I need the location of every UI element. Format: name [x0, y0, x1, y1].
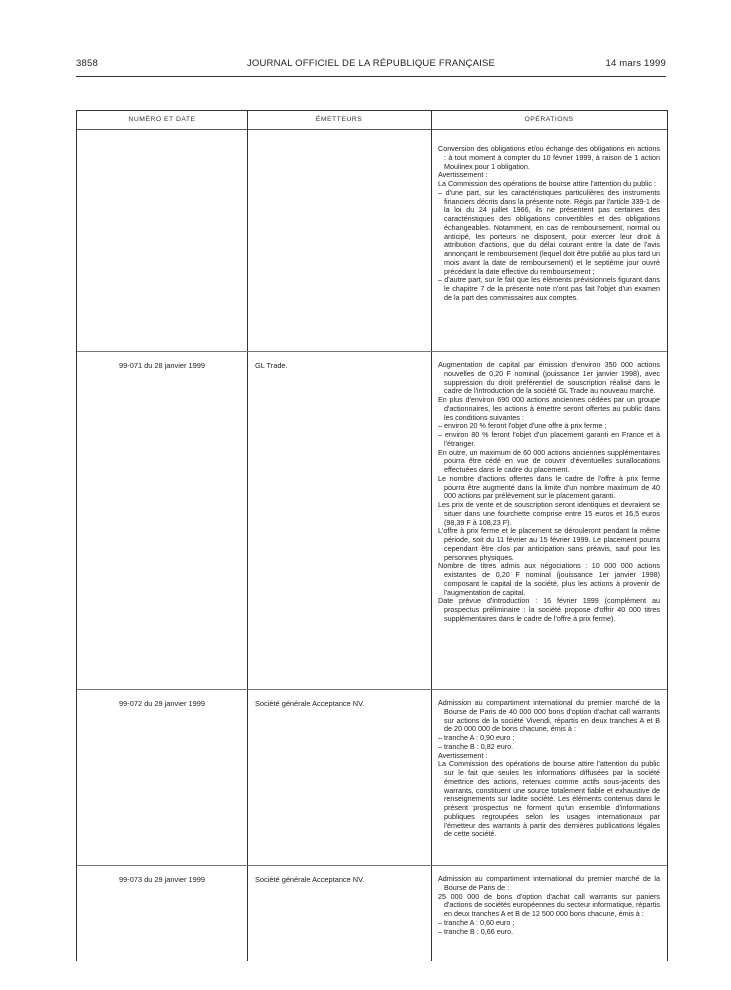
- journal-title: JOURNAL OFFICIEL DE LA RÉPUBLIQUE FRANÇAISE: [246, 58, 496, 69]
- paragraph: Nombre de titres admis aux négociations : 10 000 000 actions existantes de 0,20 F nominal (jouissance 1er janvier 1998) composant le capital de la société, plus les actions à provenir de l'augmentation de capital.: [438, 561, 660, 597]
- column-divider: [431, 111, 432, 961]
- paragraph: – environ 20 % feront l'objet d'une offre à prix ferme ;: [438, 421, 607, 431]
- paragraph: – tranche A : 0,60 euro ;: [438, 917, 515, 927]
- paragraph: – tranche A : 0,90 euro ;: [438, 733, 515, 742]
- paragraph: – tranche B : 0,66 euro.: [438, 926, 514, 936]
- paragraph: Conversion des obligations et/ou échange des obligations en actions : à tout moment à compter du 10 février 1999, à raison de 1 action Moulinex pour 1 obligation.: [438, 144, 660, 171]
- emetteur-cell: Société générale Acceptance NV.: [255, 875, 365, 884]
- row-divider: [77, 865, 667, 866]
- page-number: 3858: [76, 58, 98, 69]
- paragraph: Admission au compartiment international du premier marché de la Bourse de Paris de 40 000 000 bons d'option d'achat call warrants sur actions de la société Vivendi, répartis en deux tranches A et B de 20 000 000 de bons chacune, émis à :: [438, 698, 660, 734]
- numero-cell: 99-071 du 28 janvier 1999: [119, 361, 205, 370]
- numero-cell: 99-073 du 29 janvier 1999: [119, 875, 205, 884]
- paragraph: Les prix de vente et de souscription seront identiques et devraient se situer dans une fourchette comprise entre 15 euros et 16,5 euros (98,39 F à 108,23 F).: [438, 500, 660, 527]
- header-rule: [76, 76, 666, 77]
- operations-cell: [438, 145, 660, 303]
- column-header-numero: NUMÉRO ET DATE: [128, 116, 196, 123]
- paragraph: Avertissement :: [438, 750, 488, 760]
- column-header-operations: OPÉRATIONS: [524, 116, 574, 123]
- row-divider: [77, 351, 667, 352]
- paragraph: – environ 80 % feront l'objet d'un placement garanti en France et à l'étranger.: [438, 430, 660, 448]
- issue-date: 14 mars 1999: [605, 58, 666, 69]
- paragraph: Avertissement :: [438, 170, 488, 180]
- paragraph: Admission au compartiment international du premier marché de la Bourse de Paris de :: [438, 874, 660, 892]
- paragraph: – d'autre part, sur le fait que les éléments prévisionnels figurant dans le chapitre 7 de la présente note n'ont pas fait l'objet d'un examen de la part des commissaires aux comptes.: [438, 275, 660, 302]
- paragraph: En plus d'environ 690 000 actions anciennes cédées par un groupe d'actionnaires, les actions à émettre seront offertes au public dans les conditions suivantes :: [438, 395, 660, 422]
- paragraph: La Commission des opérations de bourse attire l'attention du public :: [438, 179, 656, 188]
- page-header: [76, 58, 666, 74]
- paragraph: La Commission des opérations de bourse attire l'attention du public sur le fait que seules les informations diffusées par la société émettrice des actions, retenues comme actifs sous-jacents des warrants, constituent une source totalement fiable et exhaustive de renseignements sur ladite société. Les éléments contenus dans le présent prospectus ne forment qu'un ensemble d'informations publiques regroupées selon les usages internationaux par l'émetteur des warrants à partir des dernières publications légales de cette société.: [438, 759, 660, 839]
- paragraph: L'offre à prix ferme et le placement se dérouleront pendant la même période, soit du 11 février au 15 février 1999. Le placement pourra cependant être clos par anticipation sans préavis, sauf pour les personnes physiques.: [438, 526, 660, 562]
- paragraph: Date prévue d'introduction : 16 février 1999 (complément au prospectus préliminaire : la société propose d'offrir 40 000 titres supplémentaires dans le cadre de l'offre à prix ferme).: [438, 596, 660, 623]
- operations-cell: [438, 699, 660, 839]
- paragraph: Le nombre d'actions offertes dans le cadre de l'offre à prix ferme pourra être augmenté dans la limite d'un nombre maximum de 40 000 actions par prélèvement sur le placement garanti.: [438, 473, 660, 501]
- emetteur-cell: GL Trade.: [255, 361, 288, 370]
- column-divider: [247, 111, 248, 961]
- header-divider: [77, 129, 667, 130]
- row-divider: [77, 689, 667, 690]
- operations-table: [76, 110, 668, 961]
- numero-cell: 99-072 du 29 janvier 1999: [119, 699, 205, 708]
- paragraph: – d'une part, sur les caractéristiques particulières des instruments financiers décrits dans la présente note. Régis par l'article 339-1 de la loi du 24 juillet 1966, ils ne présentent pas certaines des caractéristiques des obligations convertibles et des obligations échangeables. Notamment, en cas de remboursement, normal ou anticipé, les porteurs ne disposent, pour exercer leur droit à attribution d'actions, que du délai courant entre la date de l'avis annonçant le remboursement (lequel doit être publié au plus tard un mois avant la date de remboursement) et le septième jour ouvré précédant la date effective du remboursement ;: [438, 187, 660, 276]
- paragraph: En outre, un maximum de 60 000 actions anciennes supplémentaires pourra être cédé en vue de couvrir d'éventuelles surallocations effectuées dans le cadre du placement.: [438, 447, 660, 474]
- column-header-emetteurs: ÉMETTEURS: [315, 116, 363, 123]
- paragraph: Augmentation de capital par émission d'environ 350 000 actions nouvelles de 0,20 F nominal (jouissance 1er janvier 1998), avec suppression du droit préférentiel de souscription réalisé dans le cadre de l'introduction de la société GL Trade au nouveau marché.: [438, 360, 660, 396]
- paragraph: 25 000 000 de bons d'option d'achat call warrants sur paniers d'actions de sociétés européennes du secteur informatique, répartis en deux tranches A et B de 12 500 000 bons chacune, émis à :: [438, 891, 660, 918]
- operations-cell: [438, 875, 660, 936]
- operations-cell: [438, 361, 660, 624]
- paragraph: – tranche B : 0,82 euro.: [438, 741, 514, 751]
- emetteur-cell: Société générale Acceptance NV.: [255, 699, 365, 708]
